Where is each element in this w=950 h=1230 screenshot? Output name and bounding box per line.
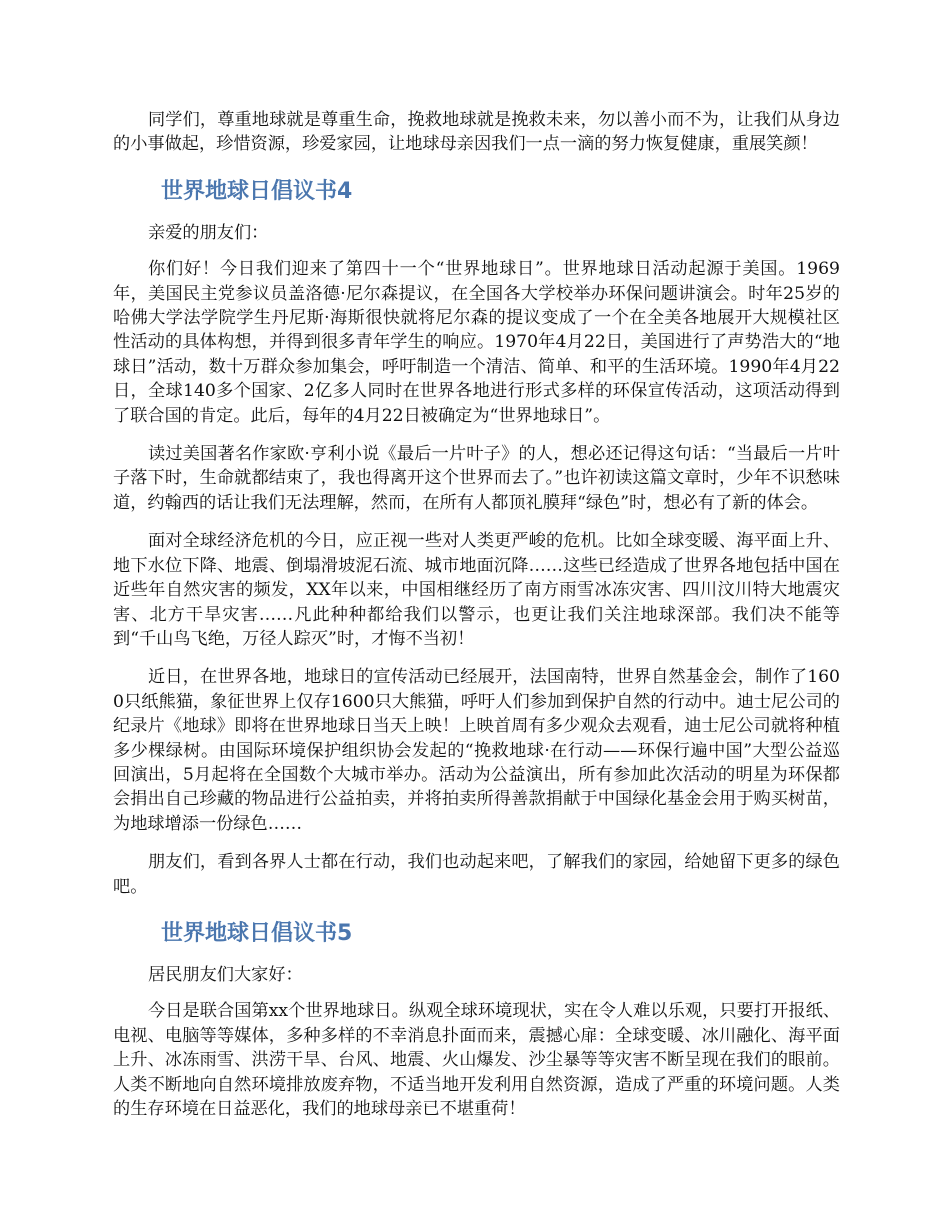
document-page xyxy=(113,108,840,1135)
paragraph-4-2: 读过美国著名作家欧·亨利小说《最后一片叶子》的人，想必还记得这句话：“当最后一片叶子落下时，生命就都结束了，我也得离开这个世界而去了。”也许初读这篇文章时，少年不识愁味道，约翰西的话让我们无法理解，然而，在所有人都顶礼膜拜“绿色”时，想必有了新的体会。 xyxy=(113,444,840,513)
paragraph-5-1: 今日是联合国第xx个世界地球日。纵观全球环境现状，实在令人难以乐观，只要打开报纸、电视、电脑等等媒体，多种多样的不幸消息扑面而来，震撼心扉：全球变暖、冰川融化、海平面上升、冰冻雨雪、洪涝干旱、台风、地震、火山爆发、沙尘暴等等灾害不断呈现在我们的眼前。人类不断地向自然环境排放废弃物，不适当地开发利用自然资源，造成了严重的环境问题。人类的生存环境在日益恶化，我们的地球母亲已不堪重荷！ xyxy=(113,1001,840,1119)
greeting-4: 亲爱的朋友们： xyxy=(148,222,269,243)
greeting-5: 居民朋友们大家好： xyxy=(148,964,303,985)
paragraph-4-1: 你们好！今日我们迎来了第四十一个“世界地球日”。世界地球日活动起源于美国。1969年，美国民主党参议员盖洛德·尼尔森提议，在全国各大学校举办环保问题讲演会。时年25岁的哈佛大学法学院学生丹尼斯·海斯很快就将尼尔森的提议变成了一个在全美各地展开大规模社区性活动的具体构想，并得到很多青年学生的响应。1970年4月22日，美国进行了声势浩大的“地球日”活动，数十万群众参加集会，呼吁制造一个清洁、简单、和平的生活环境。1990年4月22日，全球140多个国家、2亿多人同时在世界各地进行形式多样的环保宣传活动，这项活动得到了联合国的肯定。此后，每年的4月22日被确定为“世界地球日”。 xyxy=(113,259,840,426)
paragraph-4-4: 近日，在世界各地，地球日的宣传活动已经展开，法国南特，世界自然基金会，制作了1600只纸熊猫，象征世界上仅存1600只大熊猫，呼吁人们参加到保护自然的行动中。迪士尼公司的纪录片《地球》即将在世界地球日当天上映！上映首周有多少观众去观看，迪士尼公司就将种植多少棵绿树。由国际环境保护组织协会发起的“挽救地球·在行动——环保行遍中国”大型公益巡回演出，5月起将在全国数个大城市举办。活动为公益演出，所有参加此次活动的明星为环保都会捐出自己珍藏的物品进行公益拍卖，并将拍卖所得善款捐献于中国绿化基金会用于购买树苗，为地球增添一份绿色…… xyxy=(113,667,840,834)
paragraph-4-3: 面对全球经济危机的今日，应正视一些对人类更严峻的危机。比如全球变暖、海平面上升、地下水位下降、地震、倒塌滑坡泥石流、城市地面沉降……这些已经造成了世界各地包括中国在近些年自然灾害的频发，XX年以来，中国相继经历了南方雨雪冰冻灾害、四川汶川特大地震灾害、北方干旱灾害……凡此种种都给我们以警示，也更让我们关注地球深部。我们决不能等到“千山鸟飞绝，万径人踪灭”时，才悔不当初！ xyxy=(113,531,840,649)
section-heading-4: 世界地球日倡议书4 xyxy=(161,178,353,204)
closing-paragraph: 同学们，尊重地球就是尊重生命，挽救地球就是挽救未来，勿以善小而不为，让我们从身边的小事做起，珍惜资源，珍爱家园，让地球母亲因我们一点一滴的努力恢复健康，重展笑颜！ xyxy=(113,110,840,155)
section-heading-5: 世界地球日倡议书5 xyxy=(161,920,353,946)
paragraph-4-5: 朋友们，看到各界人士都在行动，我们也动起来吧，了解我们的家园，给她留下更多的绿色吧。 xyxy=(113,852,840,897)
